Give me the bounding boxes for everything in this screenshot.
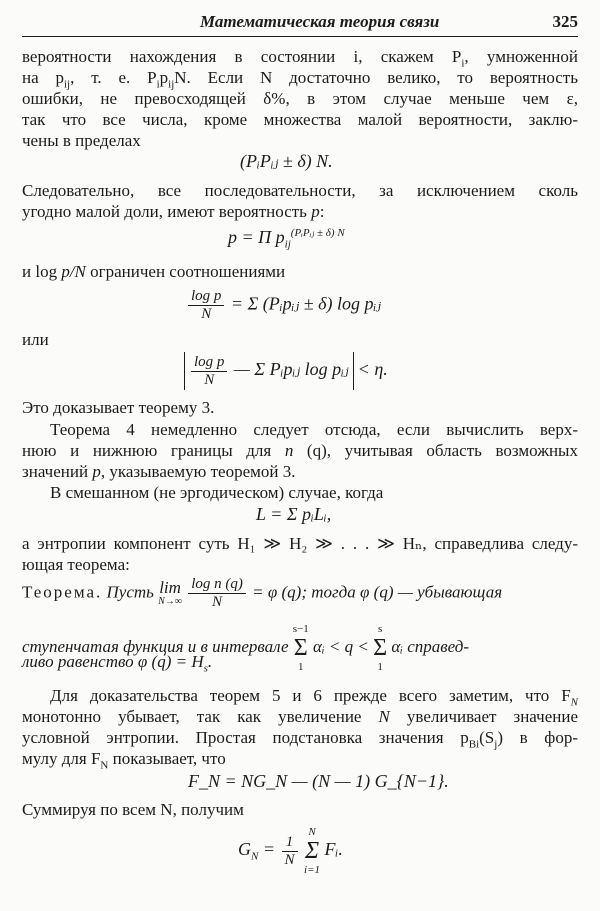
text-line-4: так что все числа, кроме множества малой вероятности, заклю-	[22, 110, 578, 129]
text-line-9: или	[22, 330, 49, 349]
text-line-21: Суммируя по всем N, получим	[22, 800, 244, 819]
formula-5: L = Σ pᵢLᵢ,	[256, 504, 332, 524]
text-line-2: на $p_{ij}$, т. е. $P_ip_{ij}N$. Если N достаточно велико, то вероятность	[22, 68, 578, 91]
header-rule	[22, 36, 578, 37]
text-line-17: Для доказательства теорем 5 и 6 прежде всего заметим, что $F_N$	[50, 686, 578, 709]
formula-2: p = Π $p_{ij}^{(PᵢPᵢⱼ \pm \delta) N}$	[228, 227, 345, 251]
text-line-5: чены в пределах	[22, 131, 141, 150]
theorem-line-1: Теорема. Пусть lim N→∞ $\frac{\text{log n (q)}}{N}$ = φ (q); тогда φ (q) — убывающая	[22, 576, 503, 610]
theorem-line-2: ступенчатая функция и в интервале s−1 Σ 1 αᵢ < q < s Σ 1 αᵢ справед-	[22, 623, 469, 673]
running-header	[22, 12, 578, 34]
running-title: Математическая теория связи	[200, 12, 440, 31]
text-line-7: угодно малой доли, имеют вероятность p:	[22, 202, 325, 221]
page-number: 325	[552, 12, 578, 31]
theorem-line-3: ливо равенство φ $(q) = H_s$.	[22, 652, 213, 675]
text-line-1: вероятности нахождения в состоянии i, скажем $P_i$, умноженной	[22, 47, 578, 70]
formula-1: (PᵢPᵢⱼ ± δ) N.	[240, 151, 333, 171]
text-line-19: условной энтропии. Простая подстановка значения $p_{Bi}(S_j)$ в фор-	[22, 728, 578, 751]
formula-6: F_N = NG_N — (N — 1) G_{N−1}.	[188, 771, 449, 791]
text-line-8: и log p/N ограничен соотношениями	[22, 262, 286, 281]
formula-7: $G_N$ = $\frac{1}{N}$ N Σ i=1 Fᵢ.	[238, 826, 343, 876]
text-line-11: Теорема 4 немедленно следует отсюда, если вычислить верх-	[50, 420, 578, 439]
formula-3: $\frac{\text{log p}}{N}$ = Σ (Pᵢpᵢⱼ ± δ) log pᵢⱼ	[186, 288, 381, 323]
text-line-3: ошибки, не превосходящей δ%, в этом случае меньше чем ε,	[22, 89, 578, 108]
text-line-10: Это доказывает теорему 3.	[22, 398, 215, 417]
text-line-12: нюю и нижнюю границы для n (q), учитывая область возможных	[22, 441, 578, 460]
text-line-16: ющая теорема:	[22, 555, 130, 574]
text-line-13: значений p, указываемую теоремой 3.	[22, 462, 296, 481]
formula-4: $\frac{\text{log p}}{N}$ — Σ Pᵢpᵢⱼ log pᵢⱼ < η.	[180, 352, 388, 390]
text-line-6: Следовательно, все последовательности, за исключением сколь	[22, 181, 578, 200]
text-line-15: а энтропии компонент суть H₁ ≫ H₂ ≫ . . . ≫ Hₙ, справедлива следу-	[22, 534, 578, 553]
text-line-20: мулу для $F_N$ показывает, что	[22, 749, 226, 772]
text-line-18: монотонно убывает, так как увеличение N увеличивает значение	[22, 707, 578, 726]
text-line-14: В смешанном (не эргодическом) случае, когда	[50, 483, 384, 502]
